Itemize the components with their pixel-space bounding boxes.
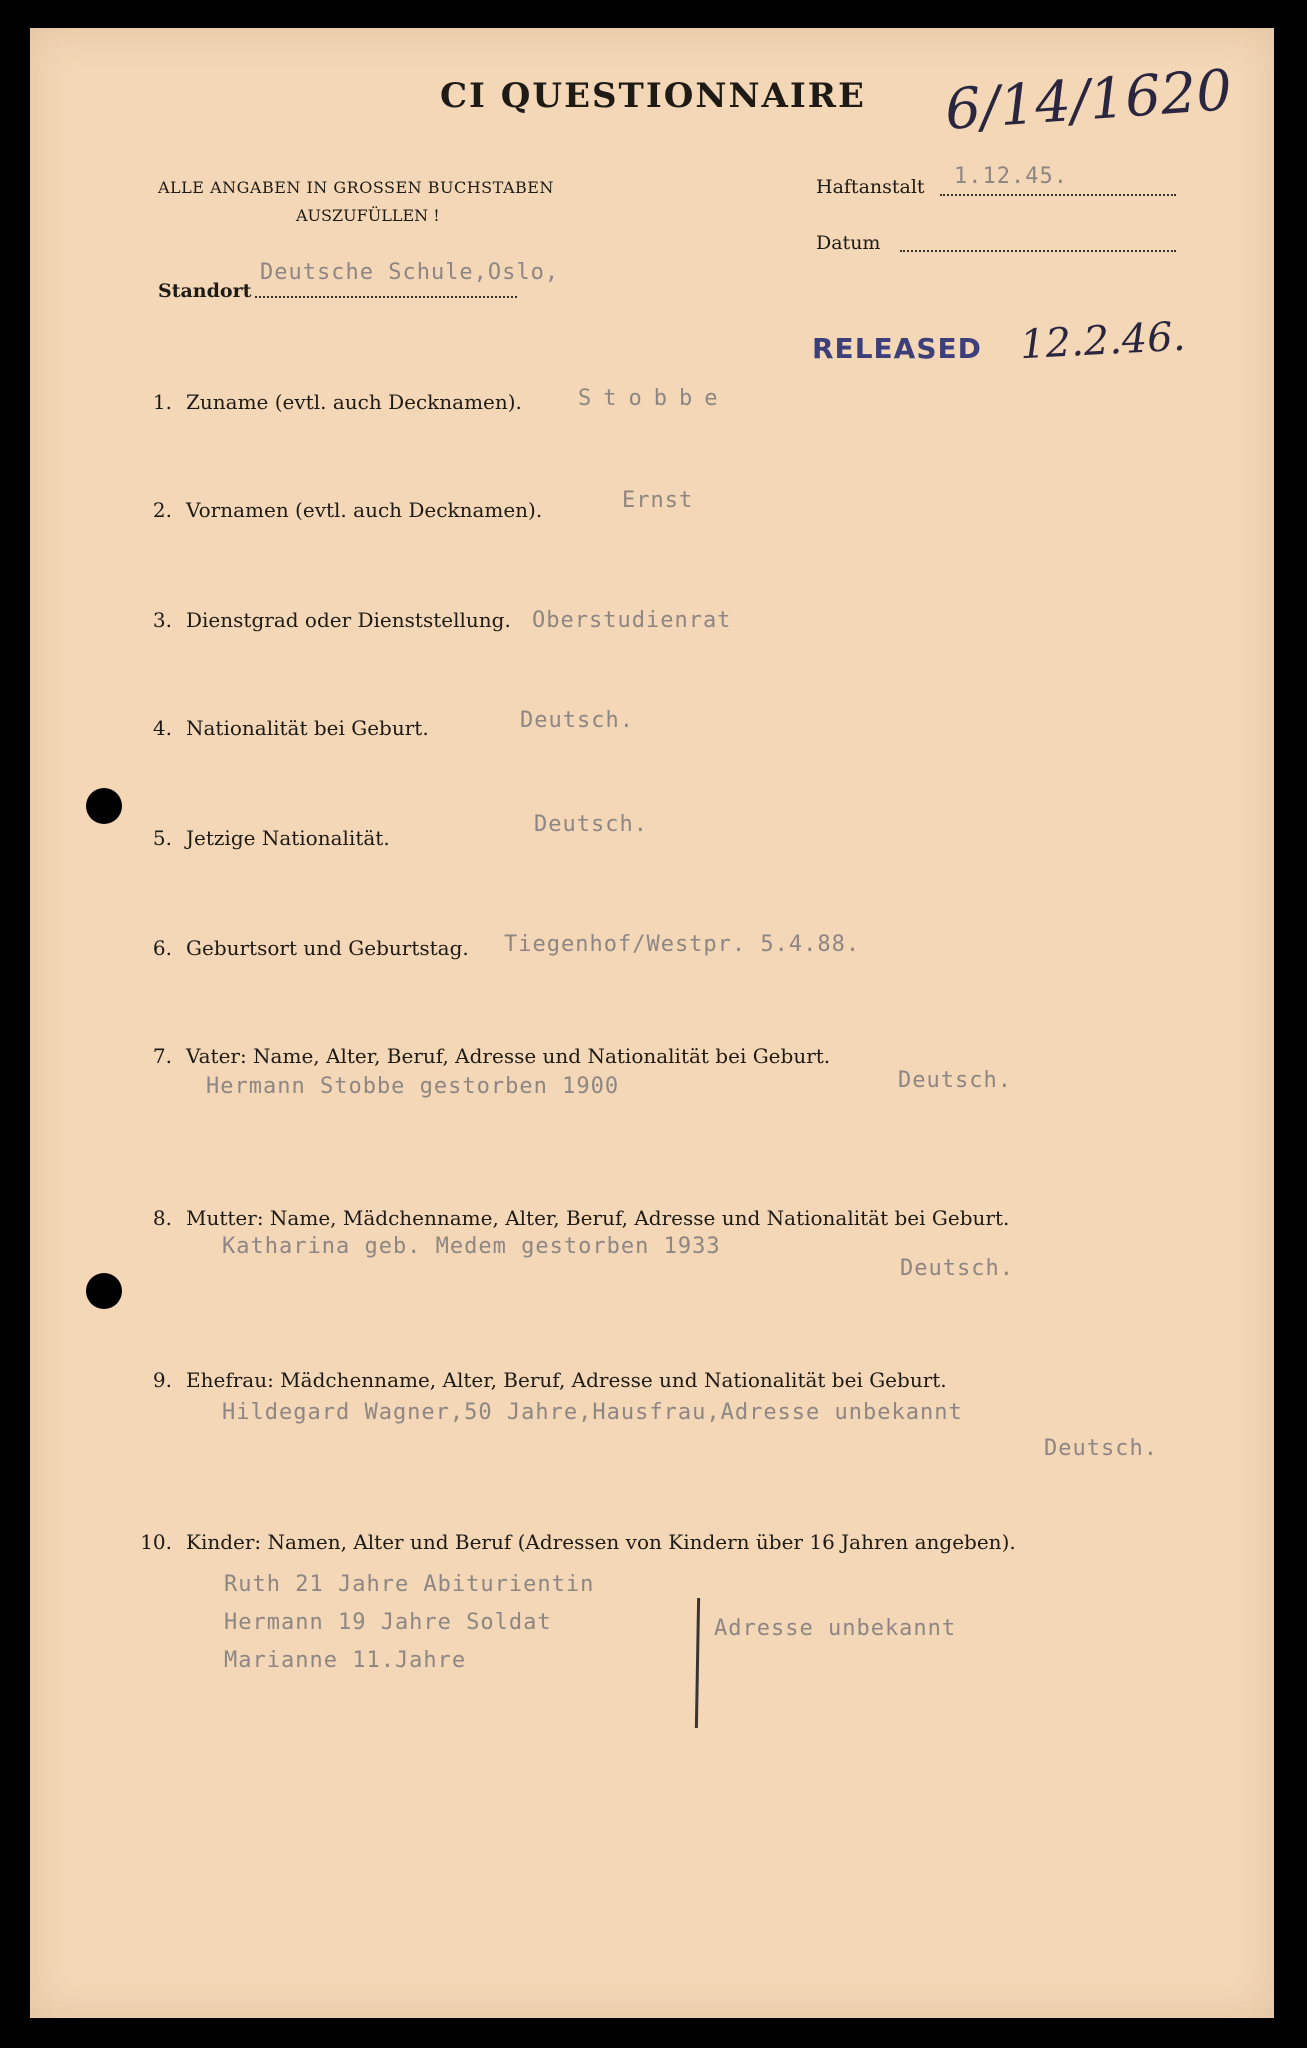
question-3-answer: Oberstudienrat [532,608,732,633]
question-8-label: 8. Mutter: Name, Mädchenname, Alter, Beruf, Adresse und Nationalität bei Geburt. [152,1206,1010,1230]
question-4-label: 4. Nationalität bei Geburt. [152,716,429,740]
question-5-label: 5. Jetzige Nationalität. [152,826,390,850]
released-date: 12.2.46. [1018,313,1187,369]
question-3-label: 3. Dienstgrad oder Dienststellung. [152,608,511,632]
question-2-label: 2. Vornamen (evtl. auch Decknamen). [152,498,543,522]
question-9-label: 9. Ehefrau: Mädchenname, Alter, Beruf, Adresse und Nationalität bei Geburt. [152,1368,947,1392]
datum-label: Datum [816,232,881,254]
punch-hole [86,788,122,824]
standort-value: Deutsche Schule,Oslo, [260,260,560,285]
standort-line [255,296,517,298]
question-9-answer: Hildegard Wagner,50 Jahre,Hausfrau,Adresse unbekannt [222,1400,963,1425]
instruction-line-1: ALLE ANGABEN IN GROSSEN BUCHSTABEN [158,178,554,197]
question-5-answer: Deutsch. [534,812,648,837]
datum-line [900,250,1176,252]
document-title: CI QUESTIONNAIRE [440,76,866,116]
question-7-nationality: Deutsch. [898,1068,1012,1093]
document-page [30,28,1274,2018]
question-1-label: 1. Zuname (evtl. auch Decknamen). [152,390,522,414]
handwritten-file-number: 6/14/1620 [943,58,1235,143]
question-1-answer: Stobbe [578,386,730,411]
child-entry: Marianne 11.Jahre [224,1648,467,1673]
punch-hole [86,1273,122,1309]
question-8-answer: Katharina geb. Medem gestorben 1933 [222,1234,721,1259]
question-8-nationality: Deutsch. [900,1256,1014,1281]
handwritten-bracket-line [695,1598,700,1728]
haftanstalt-label: Haftanstalt [816,176,925,198]
question-4-answer: Deutsch. [520,708,634,733]
question-6-label: 6. Geburtsort und Geburtstag. [152,936,469,960]
released-stamp: RELEASED [812,332,982,365]
question-10-label: 10. Kinder: Namen, Alter und Beruf (Adressen von Kindern über 16 Jahren angeben). [140,1530,1016,1554]
question-7-label: 7. Vater: Name, Alter, Beruf, Adresse und Nationalität bei Geburt. [152,1044,831,1068]
child-entry: Hermann 19 Jahre Soldat [224,1610,552,1635]
instruction-line-2: AUSZUFÜLLEN ! [296,206,440,225]
haftanstalt-line [940,194,1176,196]
question-7-answer: Hermann Stobbe gestorben 1900 [206,1074,620,1099]
standort-label: Standort [158,280,252,302]
question-9-nationality: Deutsch. [1044,1436,1158,1461]
child-entry: Ruth 21 Jahre Abiturientin [224,1572,595,1597]
question-6-answer: Tiegenhof/Westpr. 5.4.88. [504,932,861,957]
haftanstalt-value: 1.12.45. [954,164,1068,189]
children-address-note: Adresse unbekannt [714,1616,957,1641]
question-2-answer: Ernst [622,488,694,513]
